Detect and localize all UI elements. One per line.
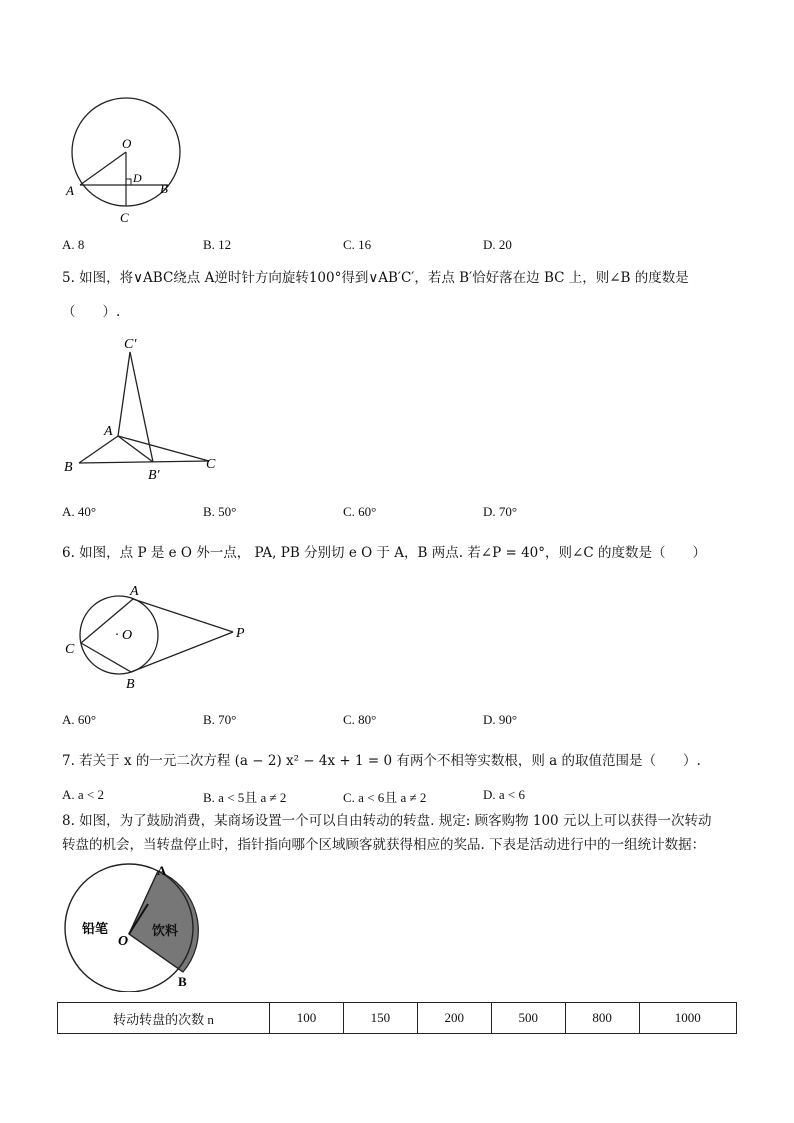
q4-label-d: D	[133, 171, 142, 185]
q8-spinner-figure	[60, 860, 210, 992]
q4-label-c: C	[120, 210, 129, 225]
q6-chord-cb	[81, 643, 131, 672]
q4-option-b[interactable]: B. 12	[203, 237, 232, 252]
table-row	[58, 1003, 737, 1034]
q7-option-b[interactable]: B. a < 5且 a ≠ 2	[203, 790, 287, 805]
q5-stem-line1: 5. 如图，将∨ABC绕点 A逆时针方向旋转100°得到∨AB′C′，若点 B′恰好落在边 BC 上，则∠B 的度数是	[62, 270, 689, 286]
q5-label-a: A	[104, 424, 113, 439]
q8-drink-sector	[129, 871, 198, 972]
q6-option-a[interactable]: A. 60°	[62, 712, 97, 727]
q4-option-a[interactable]: A. 8	[62, 237, 85, 252]
q8-label-drink: 饮料	[152, 924, 179, 939]
q6-tangent-pa	[133, 599, 233, 632]
q4-radius-oa	[80, 152, 126, 185]
q8-table-header: 转动转盘的次数 n	[58, 1003, 270, 1034]
q8-table-cell: 800	[565, 1003, 639, 1034]
q6-tangent-pb	[131, 632, 233, 672]
q5-option-d[interactable]: D. 70°	[483, 504, 518, 519]
q6-label-a: A	[130, 584, 139, 599]
q6-option-b[interactable]: B. 70°	[203, 712, 237, 727]
q6-tangent-figure	[60, 580, 260, 695]
q5-segment-bc	[79, 461, 209, 463]
q6-option-c[interactable]: C. 80°	[343, 712, 377, 727]
q4-label-a: A	[66, 183, 74, 198]
q7-option-c[interactable]: C. a < 6且 a ≠ 2	[343, 790, 427, 805]
q5-segment-ac	[118, 436, 209, 461]
q4-option-c[interactable]: C. 16	[343, 237, 372, 252]
q4-label-o: O	[122, 136, 132, 151]
q4-label-b: B	[160, 181, 168, 196]
q6-label-b: B	[126, 677, 135, 692]
q5-option-c[interactable]: C. 60°	[343, 504, 377, 519]
q8-table-cell: 100	[270, 1003, 344, 1034]
q5-stem-line2: （ ）.	[62, 304, 121, 320]
q8-label-pencil: 铅笔	[82, 922, 109, 937]
q5-segment-b1c1	[130, 352, 153, 462]
q8-table-cell: 1000	[639, 1003, 736, 1034]
q8-table-cell: 500	[491, 1003, 565, 1034]
q8-label-b: B	[178, 974, 187, 989]
q6-stem: 6. 如图，点 P 是 e O 外一点， PA, PB 分别切 e O 于 A，B 两点. 若∠P = 40°，则∠C 的度数是（ ）	[62, 545, 706, 561]
q8-label-a: A	[157, 863, 167, 878]
q4-right-angle-mark	[126, 179, 131, 185]
q4-option-d[interactable]: D. 20	[483, 237, 512, 252]
q5-label-b: B	[64, 460, 73, 475]
q7-option-a[interactable]: A. a < 2	[62, 787, 104, 802]
q5-segment-ab	[79, 436, 118, 463]
q5-option-a[interactable]: A. 40°	[62, 504, 97, 519]
q5-label-c: C	[206, 457, 216, 472]
q8-label-o: O	[118, 934, 129, 949]
q8-table-cell: 150	[343, 1003, 417, 1034]
q5-label-b1: B′	[148, 468, 160, 483]
q6-label-o: · O	[115, 628, 133, 643]
q8-stem-line2: 转盘的机会，当转盘停止时，指针指向哪个区域顾客就获得相应的奖品. 下表是活动进行中的一组统计数据：	[62, 837, 706, 853]
q5-rotation-figure	[60, 330, 230, 485]
q6-label-p: P	[236, 626, 245, 641]
q4-circle-figure	[60, 95, 190, 230]
q5-segment-ac1	[118, 352, 130, 436]
q5-label-c1: C′	[124, 337, 137, 352]
q5-option-b[interactable]: B. 50°	[203, 504, 237, 519]
q8-table-cell: 200	[417, 1003, 491, 1034]
q6-option-d[interactable]: D. 90°	[483, 712, 518, 727]
q7-stem: 7. 若关于 x 的一元二次方程 (a − 2) x² − 4x + 1 = 0 有两个不相等实数根，则 a 的取值范围是（ ）.	[62, 753, 701, 769]
q8-stem-line1: 8. 如图，为了鼓励消费，某商场设置一个可以自由转动的转盘. 规定: 顾客购物 100 元以上可以获得一次转动	[62, 813, 712, 829]
q6-label-c: C	[65, 642, 75, 657]
q7-option-d[interactable]: D. a < 6	[483, 787, 525, 802]
q8-stats-table	[57, 1002, 737, 1034]
